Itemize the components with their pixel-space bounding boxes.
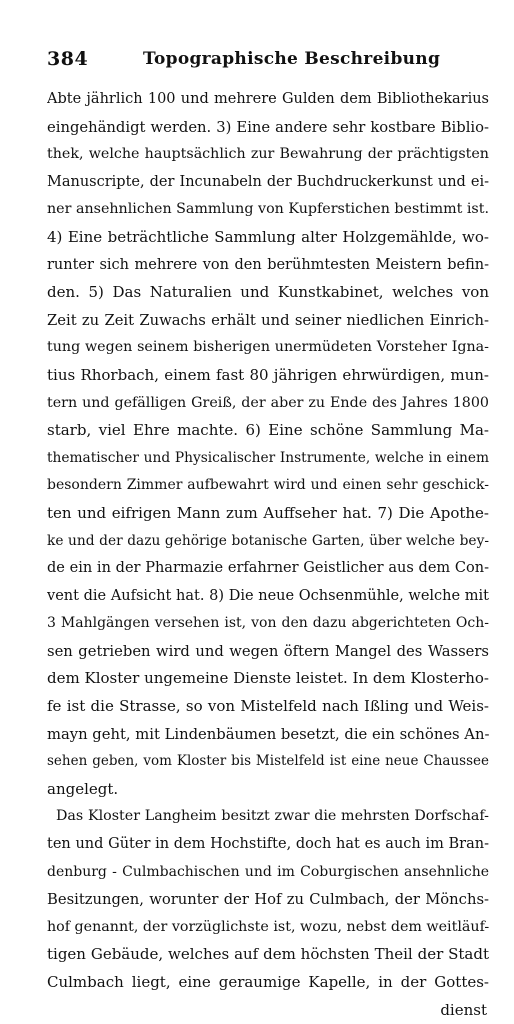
text-line: fe ist die Strasse, so von Mistelfeld nach Ißling und Weis-: [47, 697, 489, 716]
text-line: ten und Güter in dem Hochstifte, doch hat es auch im Bran-: [47, 836, 489, 853]
text-line: Abte jährlich 100 und mehrere Gulden dem Bibliothekarius: [47, 91, 489, 107]
text-line: de ein in der Pharmazie erfahrner Geistlicher aus dem Con-: [47, 560, 489, 577]
text-line: Culmbach liegt, eine geraumige Kapelle, in der Gottes-: [47, 973, 489, 991]
text-line: tung wegen seinem bisherigen unermüdeten Vorsteher Ignа-: [47, 339, 489, 356]
text-line: sen getrieben wird und wegen öftern Mangel des Wassers: [47, 642, 489, 660]
text-line: vent die Aufsicht hat. 8) Die neue Ochsenmühle, welche mit: [47, 587, 489, 604]
text-line: Zeit zu Zeit Zuwachs erhält und seiner niedlichen Einrich-: [47, 311, 489, 329]
text-line: tius Rhorbach, einem fast 80 jährigen ehrwürdigen, mun-: [47, 365, 489, 384]
text-line: ke und der dazu gehörige botanische Garten, über welche bey-: [47, 532, 489, 549]
page-number: 384: [47, 48, 89, 70]
text-line: mayn geht, mit Lindenbäumen besetzt, die ein schönes An-: [47, 725, 489, 743]
body-text: [47, 86, 489, 1024]
page-header: [47, 48, 489, 72]
text-line: den. 5) Das Naturalien und Kunstkabinet, welches von: [47, 283, 489, 302]
text-line: starb, viel Ehre machte. 6) Eine schöne Sammlung Ma-: [47, 421, 489, 440]
paragraph-1: [47, 86, 489, 803]
text-line: Das Kloster Langheim besitzt zwar die mehrsten Dorfschaf-: [56, 808, 489, 825]
text-line: besondern Zimmer aufbewahrt wird und einen sehr geschick-: [47, 477, 489, 494]
text-line: thek, welche hauptsächlich zur Bewahrung der prächtigsten: [47, 146, 489, 163]
text-line: runter sich mehrere von den berühmtesten Meistern befin-: [47, 256, 489, 273]
text-line: eingehändigt werden. 3) Eine andere sehr kostbare Biblio-: [47, 118, 489, 136]
text-line: Manuscripte, der Incunabeln der Buchdruckerkunst und ei-: [47, 173, 489, 190]
text-line: dem Kloster ungemeine Dienste leistet. In dem Klosterho-: [47, 669, 489, 688]
text-line: sehen geben, vom Kloster bis Mistelfeld ist eine neue Chaussee: [47, 753, 489, 770]
text-line: hof genannt, der vorzüglichste ist, wozu, nebst dem weitläuf-: [47, 918, 489, 935]
text-line: ten und eifrigen Mann zum Auffseher hat. 7) Die Apothe-: [47, 503, 489, 522]
running-title: Topographische Beschreibung: [143, 49, 441, 69]
text-line: 4) Eine beträchtliche Sammlung alter Holzgemählde, wo-: [47, 227, 489, 246]
text-line: thematischer und Physicalischer Instrumente, welche in einem: [47, 449, 489, 466]
text-line: tigen Gebäude, welches auf dem höchsten Theil der Stadt: [47, 945, 489, 964]
paragraph-2: [47, 803, 489, 996]
catchword: dienst: [440, 1000, 487, 1019]
text-line: ner ansehnlichen Sammlung von Kupferstichen bestimmt ist.: [47, 201, 489, 218]
text-line: 3 Mahlgängen versehen ist, von den dazu abgerichteten Och-: [47, 615, 489, 632]
text-line: denburg - Culmbachischen und im Coburgischen ansehnliche: [47, 863, 489, 880]
text-line: tern und gefälligen Greiß, der aber zu Ende des Jahres 1800: [47, 394, 489, 411]
text-line: Besitzungen, worunter der Hof zu Culmbach, der Mönchs-: [47, 891, 489, 909]
text-line: angelegt.: [47, 779, 119, 798]
